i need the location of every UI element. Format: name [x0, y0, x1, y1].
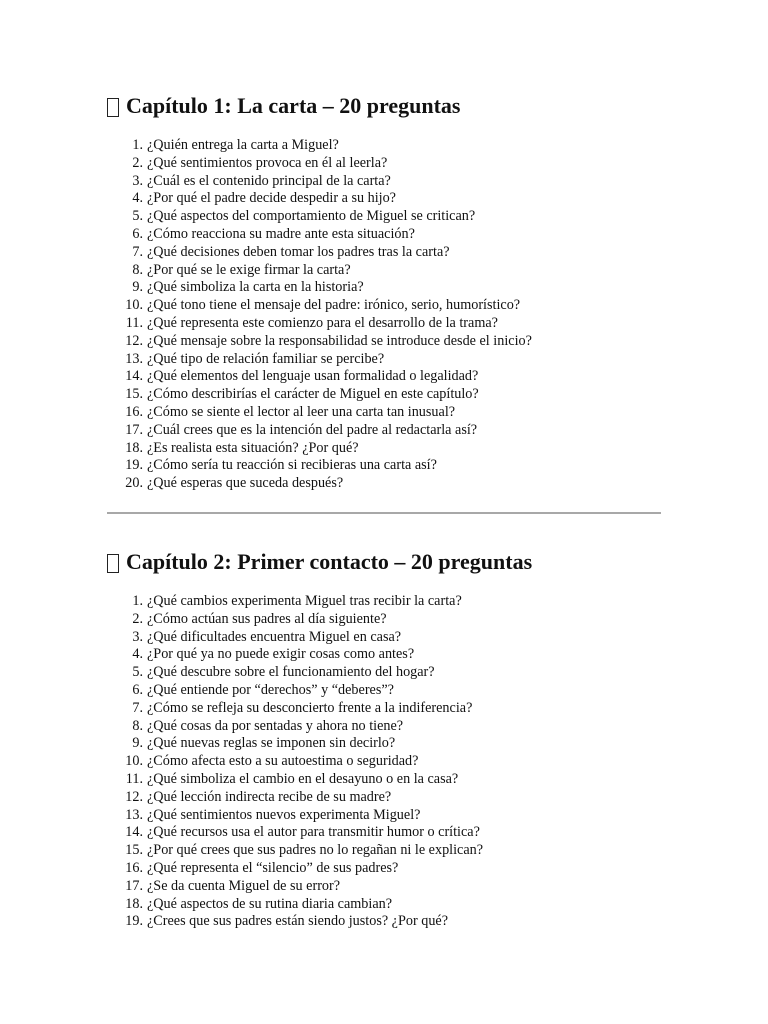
chapter-1-heading [107, 91, 667, 121]
question-item [107, 735, 667, 753]
question-text: ¿Cómo describirías el carácter de Miguel en este capítulo? [147, 386, 479, 403]
question-text: ¿Qué tono tiene el mensaje del padre: irónico, serio, humorístico? [147, 297, 521, 314]
question-number: 14. [125, 368, 143, 385]
question-item [107, 629, 667, 647]
question-item [107, 682, 667, 700]
question-item [107, 386, 667, 404]
question-text: ¿Es realista esta situación? ¿Por qué? [147, 439, 359, 456]
question-number: 11. [125, 314, 143, 331]
chapter-1-question-list [107, 137, 667, 493]
question-text: ¿Cómo sería tu reacción si recibieras una carta así? [147, 457, 437, 474]
question-item [107, 351, 667, 369]
chapter-2-section [107, 547, 667, 931]
question-number: 10. [125, 297, 143, 314]
question-text: ¿Cómo reacciona su madre ante esta situación? [147, 225, 415, 242]
question-text: ¿Qué cosas da por sentadas y ahora no tiene? [147, 717, 404, 734]
question-number: 5. [132, 664, 143, 681]
question-number: 5. [132, 208, 143, 225]
question-text: ¿Quién entrega la carta a Miguel? [147, 137, 339, 153]
question-number: 14. [125, 824, 143, 841]
question-text: ¿Qué dificultades encuentra Miguel en casa? [147, 628, 402, 645]
question-item [107, 913, 667, 931]
question-number: 11. [125, 770, 143, 787]
question-item [107, 155, 667, 173]
question-number: 7. [132, 243, 143, 260]
question-item [107, 137, 667, 155]
question-text: ¿Cómo actúan sus padres al día siguiente? [147, 610, 387, 627]
question-number: 3. [132, 628, 143, 645]
question-item [107, 664, 667, 682]
question-text: ¿Por qué crees que sus padres no lo regañan ni le explican? [147, 842, 484, 859]
question-number: 6. [132, 225, 143, 242]
question-item [107, 593, 667, 611]
question-item [107, 297, 667, 315]
question-item [107, 475, 667, 493]
question-item [107, 457, 667, 475]
question-text: ¿Qué tipo de relación familiar se percibe? [147, 350, 385, 367]
question-item [107, 173, 667, 191]
question-item [107, 824, 667, 842]
question-item [107, 646, 667, 664]
question-number: 15. [125, 842, 143, 859]
question-text: ¿Por qué ya no puede exigir cosas como antes? [147, 646, 415, 663]
question-text: ¿Qué simboliza la carta en la historia? [147, 279, 364, 296]
question-number: 16. [125, 403, 143, 420]
question-number: 7. [132, 699, 143, 716]
question-text: ¿Por qué se le exige firmar la carta? [147, 261, 351, 278]
chapter-1-section [107, 91, 667, 493]
question-text: ¿Qué descubre sobre el funcionamiento del hogar? [147, 664, 435, 681]
question-number: 3. [132, 172, 143, 189]
question-text: ¿Qué entiende por “derechos” y “deberes”? [147, 681, 394, 698]
question-item [107, 208, 667, 226]
question-text: ¿Qué sentimientos nuevos experimenta Miguel? [147, 806, 421, 823]
question-number: 4. [132, 646, 143, 663]
question-item [107, 878, 667, 896]
question-text: ¿Qué sentimientos provoca en él al leerla? [147, 154, 388, 171]
question-number: 16. [125, 859, 143, 876]
question-number: 20. [125, 475, 143, 492]
question-item [107, 771, 667, 789]
question-text: ¿Qué cambios experimenta Miguel tras recibir la carta? [147, 593, 462, 609]
question-text: ¿Qué decisiones deben tomar los padres tras la carta? [147, 243, 450, 260]
question-text: ¿Cómo se siente el lector al leer una carta tan inusual? [147, 403, 456, 420]
question-item [107, 440, 667, 458]
question-item [107, 718, 667, 736]
question-text: ¿Qué aspectos de su rutina diaria cambian? [147, 895, 393, 912]
question-item [107, 753, 667, 771]
question-text: ¿Cuál es el contenido principal de la carta? [147, 172, 391, 189]
question-number: 13. [125, 350, 143, 367]
question-text: ¿Cómo afecta esto a su autoestima o seguridad? [147, 753, 419, 770]
question-number: 4. [132, 190, 143, 207]
question-number: 18. [125, 439, 143, 456]
question-text: ¿Qué mensaje sobre la responsabilidad se introduce desde el inicio? [147, 332, 532, 349]
question-item [107, 842, 667, 860]
question-item [107, 422, 667, 440]
question-item [107, 368, 667, 386]
question-number: 9. [132, 279, 143, 296]
question-item [107, 279, 667, 297]
question-number: 10. [125, 753, 143, 770]
question-number: 8. [132, 261, 143, 278]
question-text: ¿Qué recursos usa el autor para transmitir humor o crítica? [147, 824, 480, 841]
question-text: ¿Cómo se refleja su desconcierto frente a la indiferencia? [147, 699, 473, 716]
question-item [107, 315, 667, 333]
question-number: 2. [132, 154, 143, 171]
question-number: 8. [132, 717, 143, 734]
question-number: 12. [125, 332, 143, 349]
question-text: ¿Qué simboliza el cambio en el desayuno o en la casa? [147, 770, 459, 787]
question-number: 17. [125, 877, 143, 894]
question-number: 6. [132, 681, 143, 698]
question-text: ¿Qué representa este comienzo para el desarrollo de la trama? [147, 314, 498, 331]
question-number: 15. [125, 386, 143, 403]
question-number: 9. [132, 735, 143, 752]
chapter-1-title: Capítulo 1: La carta – 20 preguntas [126, 93, 461, 118]
question-item [107, 896, 667, 914]
question-item [107, 226, 667, 244]
question-text: ¿Qué representa el “silencio” de sus padres? [147, 859, 399, 876]
question-number: 2. [132, 610, 143, 627]
question-text: ¿Se da cuenta Miguel de su error? [147, 877, 341, 894]
chapter-2-title: Capítulo 2: Primer contacto – 20 preguntas [126, 549, 533, 574]
section-divider [107, 512, 661, 514]
question-number: 1. [132, 593, 143, 609]
question-item [107, 860, 667, 878]
question-number: 17. [125, 421, 143, 438]
question-item [107, 807, 667, 825]
chapter-2-question-list [107, 593, 667, 931]
missing-glyph-icon [107, 98, 119, 117]
question-text: ¿Qué aspectos del comportamiento de Miguel se critican? [147, 208, 476, 225]
question-number: 13. [125, 806, 143, 823]
question-item [107, 700, 667, 718]
question-number: 18. [125, 895, 143, 912]
question-number: 1. [132, 137, 143, 153]
missing-glyph-icon [107, 554, 119, 573]
question-number: 19. [125, 913, 143, 930]
question-item [107, 262, 667, 280]
question-text: ¿Por qué el padre decide despedir a su hijo? [147, 190, 396, 207]
question-item [107, 244, 667, 262]
question-text: ¿Qué esperas que suceda después? [147, 475, 344, 492]
question-text: ¿Qué lección indirecta recibe de su madre? [147, 788, 392, 805]
question-item [107, 404, 667, 422]
question-text: ¿Qué elementos del lenguaje usan formalidad o legalidad? [147, 368, 479, 385]
question-text: ¿Crees que sus padres están siendo justos? ¿Por qué? [147, 913, 449, 930]
chapter-2-heading [107, 547, 667, 577]
question-number: 12. [125, 788, 143, 805]
question-text: ¿Qué nuevas reglas se imponen sin decirlo? [147, 735, 396, 752]
question-number: 19. [125, 457, 143, 474]
question-item [107, 190, 667, 208]
question-text: ¿Cuál crees que es la intención del padre al redactarla así? [147, 421, 478, 438]
question-item [107, 333, 667, 351]
question-item [107, 611, 667, 629]
question-item [107, 789, 667, 807]
